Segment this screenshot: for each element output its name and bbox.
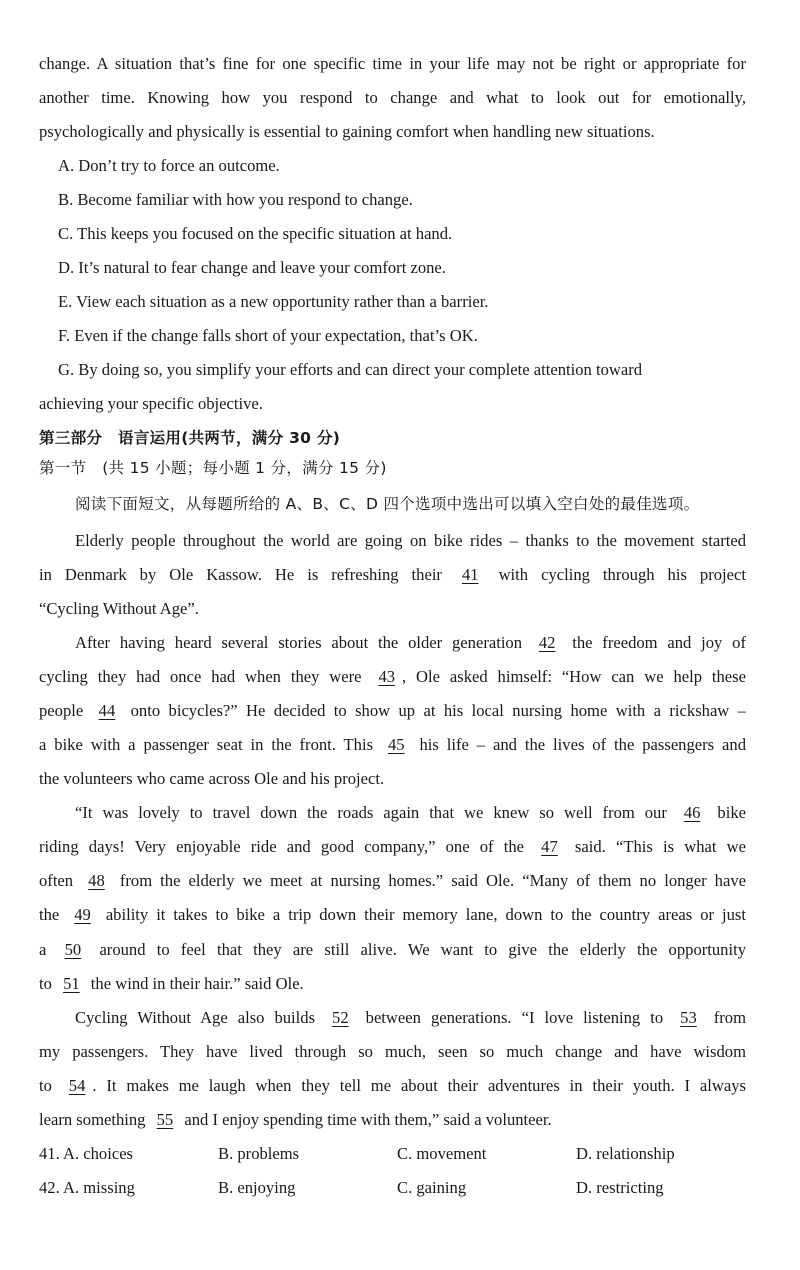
text-segment: “Cycling Without Age”. (39, 599, 199, 618)
option-line (58, 183, 413, 217)
text-segment: riding days! Very enjoyable ride and good company,” one of the (39, 837, 535, 856)
text-segment: G. By doing so, you simplify your efforts and can direct your complete attention toward (58, 360, 643, 379)
text-line (75, 1001, 746, 1035)
text-line (39, 830, 746, 864)
text-segment: 第三部分 语言运用(共两节，满分 30 分) (39, 429, 341, 447)
question-41-option-number: 41. A. choices (39, 1144, 134, 1163)
text-segment: A. Don’t try to force an outcome. (58, 156, 280, 175)
text-segment: the (39, 905, 68, 924)
text-segment: in Denmark by Ole Kassow. He is refreshing their (39, 565, 455, 584)
question-41-option-d: D. relationship (576, 1144, 675, 1163)
text-line (75, 524, 746, 558)
text-line (39, 592, 199, 626)
text-line (39, 762, 384, 796)
text-segment: change. A situation that’s fine for one specific time in your life may not be right or appropriate for (39, 54, 746, 73)
text-segment: achieving your specific objective. (39, 394, 263, 413)
blank-42: 42 (538, 633, 556, 652)
blank-50: 50 (64, 940, 82, 959)
text-segment: said. “This is what we (564, 837, 746, 856)
text-segment: another time. Knowing how you respond to change and what to look out for emotionally, (39, 88, 746, 107)
question-42-option-c: C. gaining (397, 1178, 467, 1197)
text-segment: around to feel that they are still alive. We want to give the elderly the opportunity (88, 940, 746, 959)
text-line (39, 864, 746, 898)
text-line (39, 694, 746, 728)
text-line (39, 1069, 746, 1103)
text-segment: “It was lovely to travel down the roads again that we knew so well from our (75, 803, 677, 822)
text-segment: the wind in their hair.” said Ole. (86, 974, 304, 993)
text-segment: After having heard several stories about the older generation (75, 633, 532, 652)
text-line (39, 898, 746, 932)
text-segment: Elderly people throughout the world are going on bike rides – thanks to the movement started (75, 531, 746, 550)
text-line (39, 967, 304, 1001)
text-segment: 第一节 (共 15 小题；每小题 1 分，满分 15 分) (39, 459, 387, 477)
text-segment: from (703, 1008, 746, 1027)
section-heading (39, 421, 340, 455)
question-41-option-c: C. movement (397, 1144, 487, 1163)
blank-53: 53 (680, 1008, 697, 1027)
question-42-option-d: D. restricting (576, 1178, 664, 1197)
question-41-option-b: B. problems (218, 1144, 300, 1163)
instructions (75, 487, 699, 521)
option-line (58, 217, 452, 251)
text-segment: 阅读下面短文，从每题所给的 A、B、C、D 四个选项中选出可以填入空白处的最佳选项。 (75, 495, 700, 513)
text-segment: between generations. “I love listening to (355, 1008, 674, 1027)
text-segment: onto bicycles?” He decided to show up at his local nursing home with a rickshaw – (122, 701, 746, 720)
text-segment: to (39, 974, 57, 993)
blank-51: 51 (63, 974, 80, 993)
blank-41: 41 (461, 565, 479, 584)
text-segment: the volunteers who came across Ole and his project. (39, 769, 385, 788)
text-line (75, 626, 746, 660)
text-segment: E. View each situation as a new opportunity rather than a barrier. (58, 292, 489, 311)
blank-46: 46 (683, 803, 701, 822)
blank-43: 43 (378, 667, 396, 686)
text-line (39, 728, 746, 762)
text-segment: the freedom and joy of (562, 633, 746, 652)
text-segment: C. This keeps you focused on the specific situation at hand. (58, 224, 453, 243)
text-line (39, 81, 746, 115)
text-segment: to (39, 1076, 62, 1095)
blank-52: 52 (332, 1008, 349, 1027)
blank-45: 45 (387, 735, 405, 754)
text-segment: Cycling Without Age also builds (75, 1008, 326, 1027)
question-42-option-number: 42. A. missing (39, 1178, 135, 1197)
blank-49: 49 (74, 905, 91, 924)
option-line (58, 353, 642, 387)
text-line (39, 1035, 746, 1069)
text-segment: psychologically and physically is essential to gaining comfort when handling new situations. (39, 122, 655, 141)
question-42-option-b: B. enjoying (218, 1178, 296, 1197)
text-segment: people (39, 701, 92, 720)
text-segment: . It makes me laugh when they tell me about their adventures in their youth. I always (92, 1076, 746, 1095)
text-line (39, 47, 746, 81)
option-line (58, 251, 446, 285)
text-line (39, 933, 746, 967)
blank-55: 55 (156, 1110, 174, 1129)
text-line (39, 1103, 552, 1137)
text-segment: a bike with a passenger seat in the front. This (39, 735, 381, 754)
text-line (39, 558, 746, 592)
text-line (39, 660, 746, 694)
text-segment: bike (707, 803, 746, 822)
option-line (58, 285, 488, 319)
subsection-heading (39, 451, 387, 485)
text-line (39, 115, 655, 149)
option-line (58, 149, 280, 183)
text-segment: my passengers. They have lived through so much, seen so much change and have wisdom (39, 1042, 746, 1061)
blank-47: 47 (541, 837, 558, 856)
blank-48: 48 (88, 871, 105, 890)
text-segment: his life – and the lives of the passengers and (411, 735, 746, 754)
text-segment: cycling they had once had when they were (39, 667, 372, 686)
text-segment: often (39, 871, 82, 890)
text-segment: with cycling through his project (485, 565, 746, 584)
text-segment: D. It’s natural to fear change and leave your comfort zone. (58, 258, 446, 277)
text-segment: learn something (39, 1110, 150, 1129)
blank-44: 44 (98, 701, 116, 720)
text-segment: ability it takes to bike a trip down their memory lane, down to the country areas or just (97, 905, 746, 924)
blank-54: 54 (68, 1076, 86, 1095)
option-line (58, 319, 478, 353)
text-segment: from the elderly we meet at nursing homes.” said Ole. “Many of them no longer have (111, 871, 746, 890)
text-line (39, 387, 263, 421)
text-line (75, 796, 746, 830)
text-segment: , Ole asked himself: “How can we help these (402, 667, 746, 686)
text-segment: and I enjoy spending time with them,” said a volunteer. (180, 1110, 552, 1129)
text-segment: a (39, 940, 58, 959)
text-segment: B. Become familiar with how you respond to change. (58, 190, 413, 209)
text-segment: F. Even if the change falls short of your expectation, that’s OK. (58, 326, 478, 345)
